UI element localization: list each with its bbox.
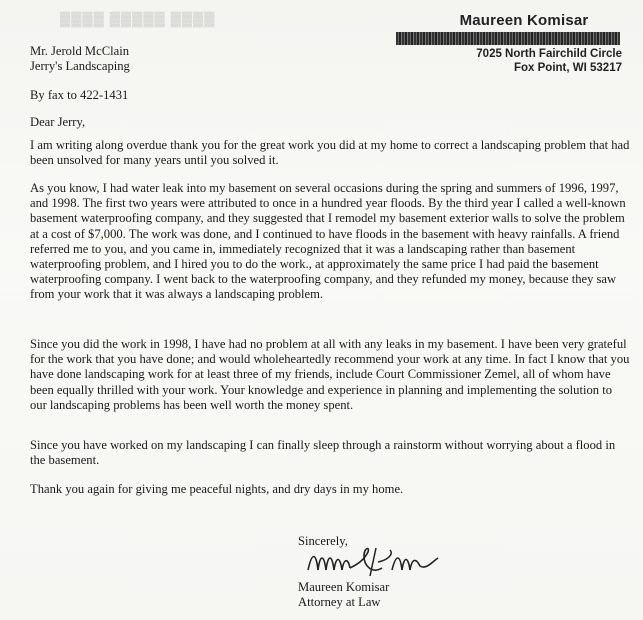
letterhead-bar	[396, 32, 620, 45]
signer-title: Attorney at Law	[298, 595, 381, 609]
fax-line: By fax to 422-1431	[30, 88, 129, 102]
salutation: Dear Jerry,	[30, 115, 86, 129]
letterhead-address-line2: Fox Point, WI 53217	[514, 62, 622, 74]
handwritten-signature	[298, 540, 468, 580]
body-paragraph-5: Thank you again for giving me peaceful nights, and dry days in my home.	[30, 482, 404, 496]
closing: Sincerely,	[298, 534, 348, 548]
signer-name: Maureen Komisar	[298, 580, 390, 594]
body-paragraph-3: Since you did the work in 1998, I have had no problem at all with any leaks in my basement. I have been very grateful for the work that you have done; and would wholeheartedly recommend your work at any time. In fact I know that you have done landscaping work for at least three of my friends, include Court Commissioner Zemel, all of whom have been equally thrilled with your work. Your knowledge and experience in planning and implementing the solution to our landscaping problems has been well worth the money spent.	[30, 337, 630, 412]
recipient-name: Mr. Jerold McClain	[30, 44, 129, 58]
letterhead-address	[390, 47, 628, 75]
body-paragraph-2: As you know, I had water leak into my basement on several occasions during the spring and summers of 1996, 1997, and 1998. The first two years were attributed to once in a hundred year floods. By the third year I called a well-known basement waterproofing company, and they suggested that I remodel my basement exterior walls to solve the problem at a cost of $7,000. The work was done, and I continued to have floods in the basement with heavy rainfalls. A friend referred me to you, and you came in, immediately recognized that it was a landscaping rather than basement waterproofing problem, and I hired you to do the work., at approximately the same price I had paid the basement waterproofing company. I went back to the waterproofing company, and they refunded my money, because they saw from your work that it was always a landscaping problem.	[30, 181, 626, 302]
letterhead	[390, 12, 628, 75]
recipient-block	[30, 44, 130, 74]
letterhead-address-line1: 7025 North Fairchild Circle	[476, 48, 622, 60]
body-paragraph-1: I am writing along overdue thank you for the great work you did at my home to correct a landscaping problem that had been unsolved for many years until you solved it.	[30, 138, 630, 168]
body-paragraph-4: Since you have worked on my landscaping I can finally sleep through a rainstorm without worrying about a flood in the basement.	[30, 438, 616, 468]
recipient-company: Jerry's Landscaping	[30, 59, 130, 74]
bleed-through-text: ▓▓▓▓ ▓▓▓▓▓ ▓▓▓▓	[60, 10, 216, 26]
letterhead-name: Maureen Komisar	[459, 12, 589, 29]
